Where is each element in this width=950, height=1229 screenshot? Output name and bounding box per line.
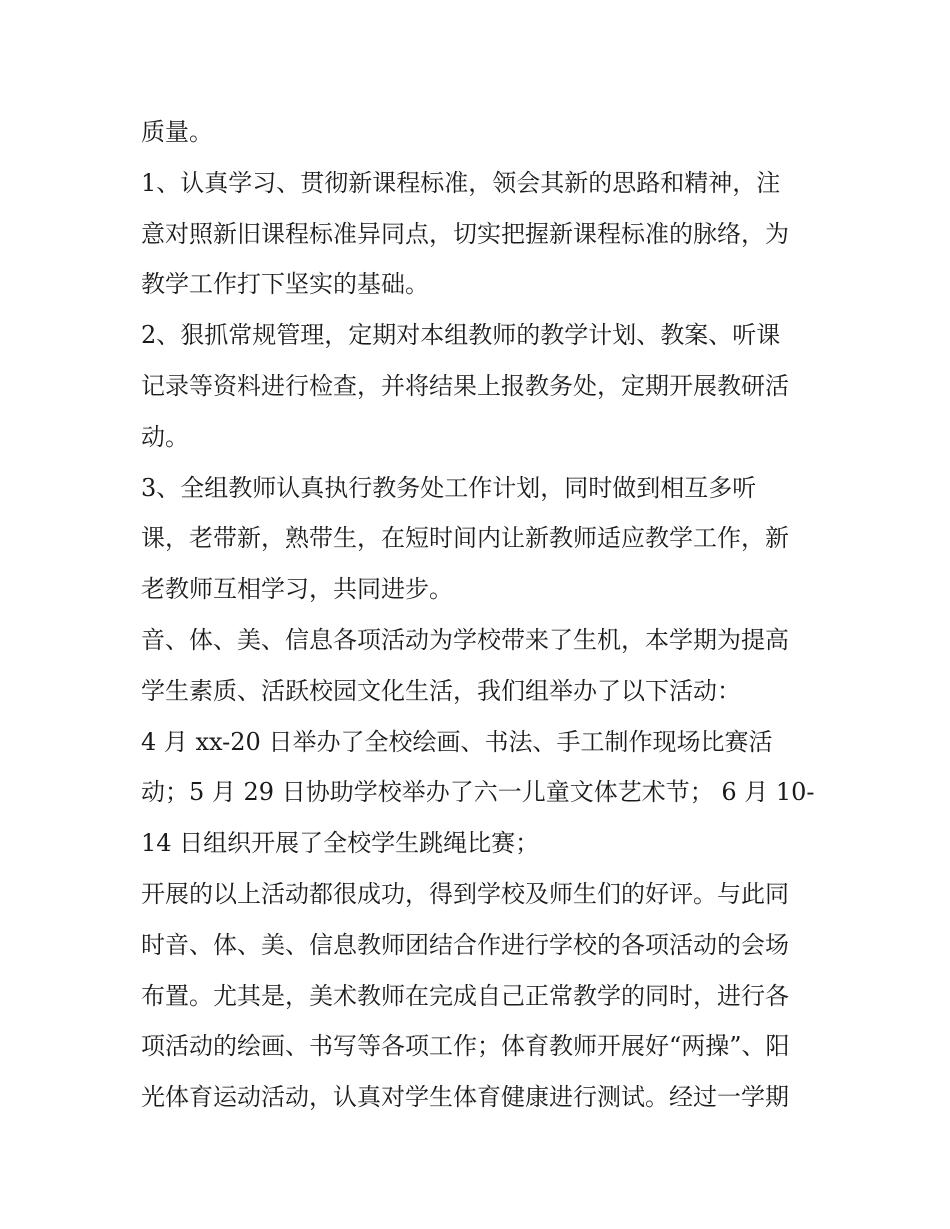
text-line: 意对照新旧课程标准异同点，切实把握新课程标准的脉络，为 bbox=[141, 219, 789, 248]
text-line: 课，老带新，熟带生，在短时间内让新教师适应教学工作，新 bbox=[141, 524, 789, 553]
text-line: 质量。 bbox=[141, 118, 213, 146]
text-line: 开展的以上活动都很成功，得到学校及师生们的好评。与此同 bbox=[141, 879, 789, 908]
text-line: 2、狠抓常规管理，定期对本组教师的教学计划、教案、听课 bbox=[141, 321, 781, 350]
text-line: 老教师互相学习，共同进步。 bbox=[141, 575, 453, 604]
text-line: 动；5 月 29 日协助学校举办了六一儿童文体艺术节； 6 月 10- bbox=[141, 778, 815, 807]
text-line: 时音、体、美、信息教师团结合作进行学校的各项活动的会场 bbox=[141, 930, 789, 959]
text-line: 4 月 xx-20 日举办了全校绘画、书法、手工制作现场比赛活 bbox=[141, 727, 773, 756]
text-line: 动。 bbox=[141, 422, 189, 451]
text-line: 3、全组教师认真执行教务处工作计划，同时做到相互多听 bbox=[141, 473, 757, 502]
text-line: 14 日组织开展了全校学生跳绳比赛； bbox=[141, 829, 540, 858]
document-body bbox=[141, 107, 821, 1123]
text-line: 音、体、美、信息各项活动为学校带来了生机，本学期为提高 bbox=[141, 625, 789, 654]
text-line: 项活动的绘画、书写等各项工作；体育教师开展好“两操”、阳 bbox=[141, 1032, 790, 1061]
text-line: 记录等资料进行检查，并将结果上报教务处，定期开展教研活 bbox=[141, 371, 789, 400]
text-line: 学生素质、活跃校园文化生活，我们组举办了以下活动： bbox=[141, 676, 741, 705]
text-line: 光体育运动活动，认真对学生体育健康进行测试。经过一学期 bbox=[141, 1083, 789, 1112]
text-line: 教学工作打下坚实的基础。 bbox=[141, 270, 429, 299]
text-line: 布置。尤其是，美术教师在完成自己正常教学的同时，进行各 bbox=[141, 981, 789, 1010]
text-line: 1、认真学习、贯彻新课程标准，领会其新的思路和精神，注 bbox=[141, 168, 781, 197]
